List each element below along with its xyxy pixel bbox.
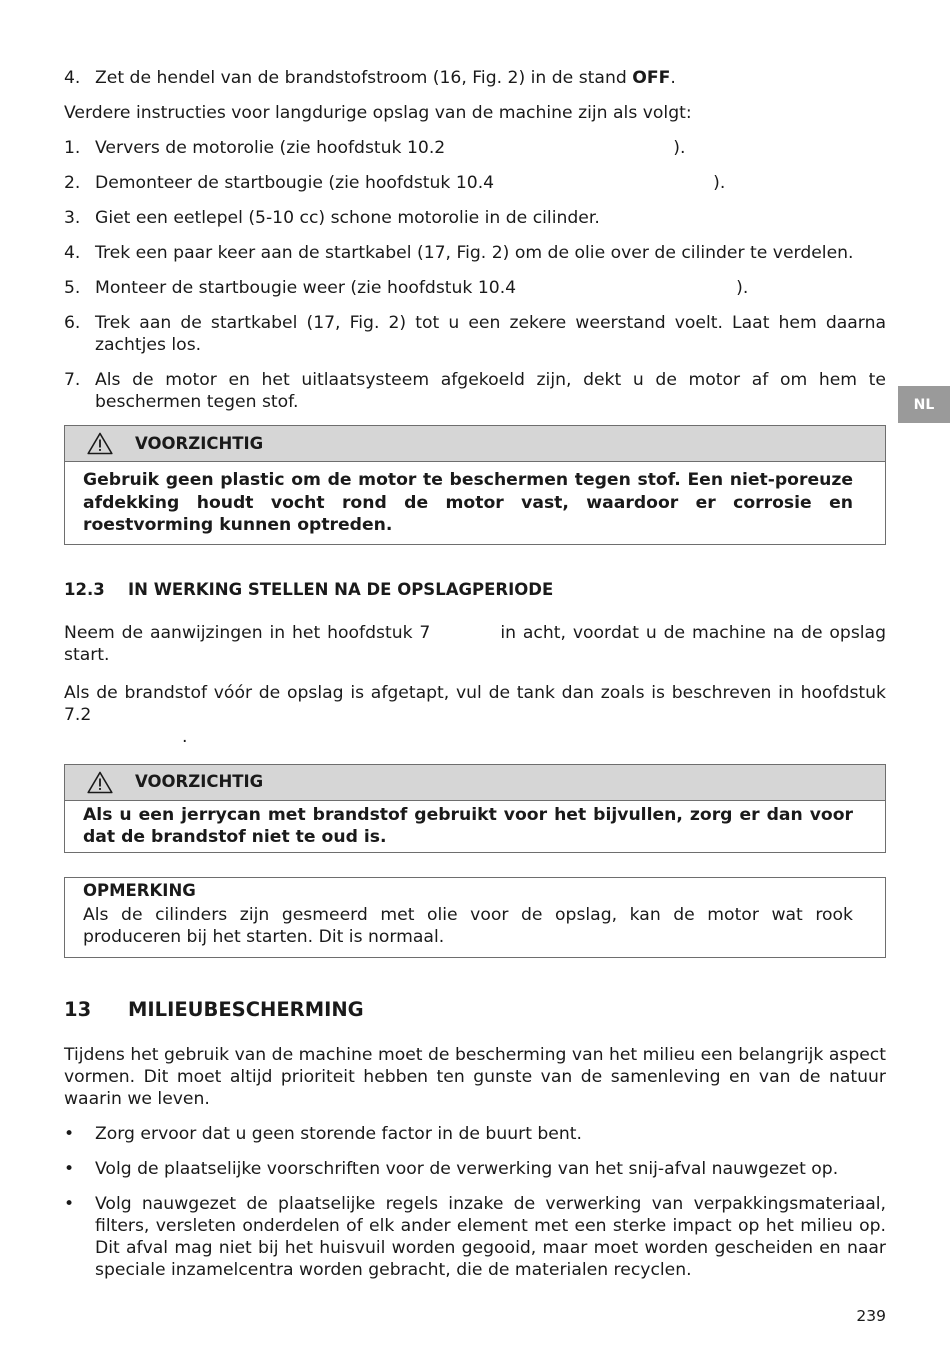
- step-end: ).: [713, 173, 726, 193]
- list-bold: OFF: [632, 68, 671, 88]
- caution-header: [65, 426, 885, 462]
- warning-triangle-icon: [65, 432, 135, 455]
- step-item: [64, 207, 886, 229]
- step-number: 7.: [64, 370, 81, 390]
- caution-text: Als u een jerrycan met brandstof gebruikt voor het bijvullen, zorg er dan voor dat de brandstof niet te oud is.: [83, 804, 853, 847]
- section-number: 12.3: [64, 579, 105, 599]
- list-item: [64, 67, 886, 89]
- caution-title: VOORZICHTIG: [135, 772, 264, 791]
- bullet-text: Volg de plaatselijke voorschriften voor de verwerking van het snij-afval nauwgezet op.: [95, 1158, 839, 1179]
- chapter-heading: [64, 999, 886, 1021]
- note-title: OPMERKING: [83, 880, 196, 900]
- step-number: 5.: [64, 278, 81, 298]
- step-number: 3.: [64, 208, 81, 228]
- section-heading: [64, 579, 886, 601]
- step-text: Monteer de startbougie weer (zie hoofdstuk 10.4: [95, 278, 517, 298]
- caution-header: [65, 765, 885, 801]
- bullet-symbol: •: [64, 1193, 75, 1214]
- chapter-title: MILIEUBESCHERMING: [128, 997, 364, 1021]
- step-text: Trek een paar keer aan de startkabel (17, Fig. 2) om de olie over de cilinder te verdelen.: [95, 243, 854, 263]
- paragraph-text: Neem de aanwijzingen in het hoofdstuk 7: [64, 622, 431, 643]
- caution-title: VOORZICHTIG: [135, 433, 264, 453]
- step-item: [64, 369, 886, 413]
- step-item: [64, 277, 886, 299]
- step-number: 1.: [64, 138, 81, 158]
- bullet-text: Volg nauwgezet de plaatselijke regels inzake de verwerking van verpakkingsmateriaal, filters, versleten onderdelen of elk ander element met een sterke impact op het milieu op. Dit afval mag niet bij het huisvuil worden gegooid, maar moet worden gescheiden en naar speciale inzamelcentra worden gebracht, die de materialen recyclen.: [95, 1193, 886, 1280]
- paragraph-text: .: [182, 726, 188, 747]
- bullet-symbol: •: [64, 1123, 75, 1144]
- step-end: ).: [736, 278, 749, 298]
- step-number: 2.: [64, 173, 81, 193]
- note-box: [64, 877, 886, 958]
- paragraph: [64, 622, 886, 666]
- step-text: Ververs de motorolie (zie hoofdstuk 10.2: [95, 138, 446, 158]
- warning-triangle-icon: [65, 771, 135, 794]
- step-item: [64, 137, 886, 159]
- step-text: Als de motor en het uitlaatsysteem afgekoeld zijn, dekt u de motor af om hem te beschermen tegen stof.: [95, 370, 886, 412]
- step-end: ).: [673, 138, 686, 158]
- bullet-symbol: •: [64, 1158, 75, 1179]
- page-content: [64, 67, 886, 1281]
- paragraph: [64, 682, 886, 748]
- bullet-text: Zorg ervoor dat u geen storende factor in de buurt bent.: [95, 1123, 582, 1144]
- caution-box: [64, 425, 886, 545]
- bullet-item: [64, 1158, 886, 1180]
- step-text: Giet een eetlepel (5-10 cc) schone motorolie in de cilinder.: [95, 208, 600, 228]
- list-end: .: [670, 68, 676, 88]
- language-tab: NL: [898, 386, 950, 423]
- caution-text: Gebruik geen plastic om de motor te beschermen tegen stof. Een niet-poreuze afdekking houdt vocht rond de motor vast, waardoor er corrosie en roestvorming kunnen optreden.: [83, 470, 853, 535]
- paragraph-text: in acht, voordat u de machine na de opslag start.: [64, 622, 886, 665]
- intro-text: Verdere instructies voor langdurige opslag van de machine zijn als volgt:: [64, 103, 692, 123]
- page-number: 239: [856, 1307, 886, 1325]
- note-text: Als de cilinders zijn gesmeerd met olie voor de opslag, kan de motor wat rook produceren bij het starten. Dit is normaal.: [83, 904, 853, 947]
- step-item: [64, 172, 886, 194]
- list-number: 4.: [64, 68, 81, 88]
- list-text: Zet de hendel van de brandstofstroom (16, Fig. 2) in de stand: [95, 68, 633, 88]
- step-item: [64, 312, 886, 356]
- step-number: 4.: [64, 243, 81, 263]
- step-number: 6.: [64, 313, 81, 333]
- chapter-number: 13: [64, 997, 92, 1021]
- paragraph-text: Als de brandstof vóór de opslag is afgetapt, vul de tank dan zoals is beschreven in hoofdstuk 7.2: [64, 682, 886, 725]
- step-item: [64, 242, 886, 264]
- bullet-item: [64, 1123, 886, 1145]
- step-text: Trek aan de startkabel (17, Fig. 2) tot u een zekere weerstand voelt. Laat hem daarna zachtjes los.: [95, 313, 886, 355]
- section-title: IN WERKING STELLEN NA DE OPSLAGPERIODE: [128, 579, 554, 599]
- step-text: Demonteer de startbougie (zie hoofdstuk 10.4: [95, 173, 495, 193]
- caution-box: [64, 764, 886, 853]
- paragraph: Tijdens het gebruik van de machine moet de bescherming van het milieu een belangrijk aspect vormen. Dit moet altijd prioriteit hebben ten gunste van de samenleving en van de natuur waarin we leven.: [64, 1044, 886, 1109]
- bullet-item: [64, 1193, 886, 1281]
